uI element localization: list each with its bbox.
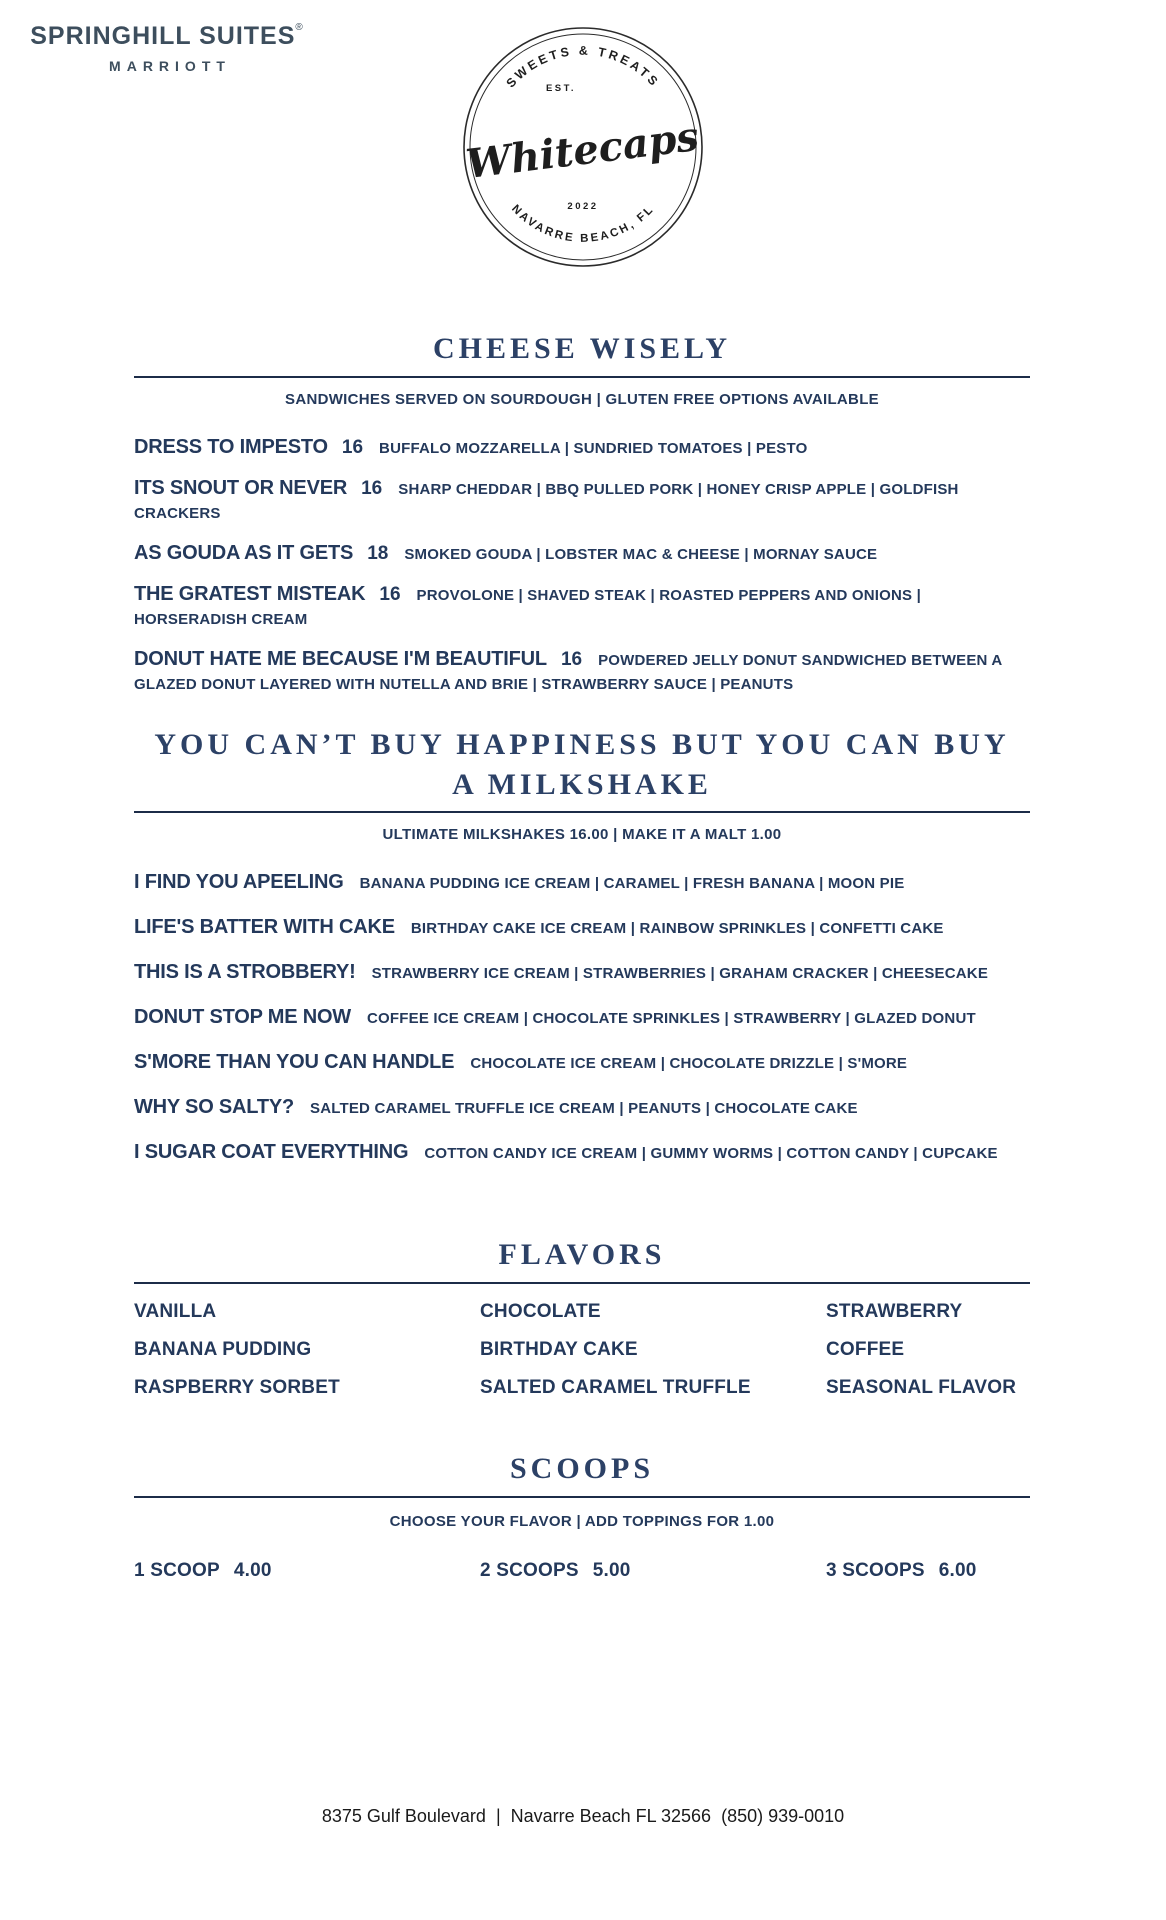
hotel-name-text: SPRINGHILL SUITES [30, 22, 296, 50]
menu-item [134, 1050, 1030, 1076]
badge-est-text: EST. [545, 83, 577, 94]
menu-item [134, 870, 1030, 896]
section-cheese-wisely [134, 330, 1030, 697]
footer-address: 8375 Gulf Boulevard | Navarre Beach FL 32566 (850) 939-0010 [321, 1806, 845, 1826]
menu-item-desc: COFFEE ICE CREAM | CHOCOLATE SPRINKLES | STRAWBERRY | GLAZED DONUT [366, 1010, 976, 1027]
scoop-option-price: 4.00 [233, 1560, 272, 1581]
menu-item-name: LIFE'S BATTER WITH CAKE [134, 916, 395, 938]
whitecaps-badge-logo [461, 25, 705, 269]
hotel-logo [26, 22, 308, 74]
hotel-name [26, 22, 308, 51]
menu-item-name: DONUT HATE ME BECAUSE I'M BEAUTIFUL [134, 648, 547, 670]
section-title-flavors: FLAVORS [498, 1238, 666, 1271]
menu-item-price: 16 [379, 584, 401, 605]
menu-item [134, 476, 1030, 526]
badge-sweets-treats-text: SWEETS & TREATS [503, 43, 663, 91]
menu-item-desc: BIRTHDAY CAKE ICE CREAM | RAINBOW SPRINKLES | CONFETTI CAKE [410, 920, 944, 937]
menu-item-price: 16 [341, 437, 364, 458]
section-title-scoops: SCOOPS [509, 1452, 655, 1485]
scoop-option [134, 1559, 480, 1583]
scoop-option-label: 2 SCOOPS [480, 1560, 579, 1581]
section-milkshakes [134, 725, 1030, 1166]
menu-item [134, 582, 1030, 632]
menu-item [134, 960, 1030, 986]
flavor-option-label: BANANA PUDDING [134, 1339, 312, 1360]
menu-item [134, 541, 1030, 567]
menu-item-desc: SHARP CHEDDAR | BBQ PULLED PORK | HONEY CRISP APPLE | GOLDFISH CRACKERS [134, 481, 959, 522]
menu-item-desc: SMOKED GOUDA | LOBSTER MAC & CHEESE | MORNAY SAUCE [404, 546, 878, 563]
menu-item-price: 16 [361, 478, 383, 499]
flavor-option-label: COFFEE [826, 1339, 905, 1360]
badge-svg [461, 25, 705, 269]
menu-item [134, 435, 1030, 461]
scoop-option [826, 1559, 1030, 1583]
menu-item-desc: BUFFALO MOZZARELLA | SUNDRIED TOMATOES | PESTO [379, 440, 808, 457]
menu-item-name: DRESS TO IMPESTO [134, 436, 328, 458]
flavor-option-label: BIRTHDAY CAKE [480, 1339, 638, 1360]
menu-item-name: ITS SNOUT OR NEVER [134, 477, 348, 499]
section-title-cheese-wisely: CHEESE WISELY [433, 332, 731, 365]
flavor-option-label: SALTED CARAMEL TRUFFLE [480, 1377, 751, 1398]
registered-mark: ® [295, 22, 304, 33]
section-title-milkshakes: YOU CAN’T BUY HAPPINESS BUT YOU CAN BUY A MILKSHAKE [154, 728, 1010, 801]
section-subtitle-scoops: CHOOSE YOUR FLAVOR | ADD TOPPINGS FOR 1.00 [389, 1513, 775, 1530]
scoops-grid [134, 1559, 1030, 1583]
sandwich-items-list [134, 435, 1030, 697]
flavor-option [826, 1376, 1030, 1400]
flavor-option-label: CHOCOLATE [480, 1301, 601, 1322]
scoop-option-price: 6.00 [938, 1560, 977, 1581]
flavor-option-label: STRAWBERRY [826, 1301, 963, 1322]
menu-item-price: 18 [367, 543, 389, 564]
flavor-option-label: SEASONAL FLAVOR [826, 1377, 1017, 1398]
badge-location-text: NAVARRE BEACH, FL [509, 202, 657, 245]
section-divider [134, 1496, 1030, 1498]
menu-item-desc: BANANA PUDDING ICE CREAM | CARAMEL | FRESH BANANA | MOON PIE [359, 875, 905, 892]
flavor-option [826, 1300, 1030, 1324]
menu-item-name: THIS IS A STROBBERY! [134, 961, 356, 983]
scoop-option-price: 5.00 [592, 1560, 631, 1581]
flavor-option [134, 1376, 480, 1400]
flavor-option-label: VANILLA [134, 1301, 217, 1322]
menu-item-desc: POWDERED JELLY DONUT SANDWICHED BETWEEN A GLAZED DONUT LAYERED WITH NUTELLA AND BRIE | STRAWBERRY SAUCE | PEANUTS [134, 652, 1002, 693]
section-subtitle-milkshakes: ULTIMATE MILKSHAKES 16.00 | MAKE IT A MALT 1.00 [382, 826, 782, 843]
menu-item-desc: CHOCOLATE ICE CREAM | CHOCOLATE DRIZZLE | S'MORE [470, 1055, 908, 1072]
scoop-option-label: 1 SCOOP [134, 1560, 220, 1581]
menu-item [134, 1005, 1030, 1031]
badge-script-name: Whitecaps [463, 112, 702, 189]
menu-item-name: THE GRATEST MISTEAK [134, 583, 366, 605]
milkshake-items-list [134, 870, 1030, 1166]
section-subtitle-sandwiches: SANDWICHES SERVED ON SOURDOUGH | GLUTEN FREE OPTIONS AVAILABLE [285, 391, 879, 408]
flavor-option [480, 1338, 826, 1362]
menu-item-name: I FIND YOU APEELING [134, 871, 344, 893]
hotel-brand-name: MARRIOTT [109, 58, 231, 74]
section-scoops [134, 1450, 1030, 1583]
section-divider [134, 1282, 1030, 1284]
menu-item-name: DONUT STOP ME NOW [134, 1006, 351, 1028]
menu-item-name: I SUGAR COAT EVERYTHING [134, 1141, 409, 1163]
flavor-option [480, 1376, 826, 1400]
menu-item-name: WHY SO SALTY? [134, 1096, 294, 1118]
section-flavors [134, 1236, 1030, 1400]
menu-item-desc: STRAWBERRY ICE CREAM | STRAWBERRIES | GRAHAM CRACKER | CHEESECAKE [371, 965, 989, 982]
menu-item-name: S'MORE THAN YOU CAN HANDLE [134, 1051, 455, 1073]
menu-item [134, 1140, 1030, 1166]
menu-item [134, 647, 1030, 697]
scoop-option [480, 1559, 826, 1583]
menu-item-desc: COTTON CANDY ICE CREAM | GUMMY WORMS | COTTON CANDY | CUPCAKE [424, 1145, 998, 1162]
flavor-option [134, 1338, 480, 1362]
menu-item [134, 1095, 1030, 1121]
badge-year-text: 2022 [567, 201, 599, 212]
flavor-option-label: RASPBERRY SORBET [134, 1377, 340, 1398]
flavor-option [826, 1338, 1030, 1362]
menu-item-price: 16 [560, 649, 583, 670]
menu-item-desc: PROVOLONE | SHAVED STEAK | ROASTED PEPPERS AND ONIONS | HORSERADISH CREAM [134, 587, 922, 628]
menu-item-desc: SALTED CARAMEL TRUFFLE ICE CREAM | PEANUTS | CHOCOLATE CAKE [310, 1100, 858, 1117]
flavor-option [480, 1300, 826, 1324]
scoop-option-label: 3 SCOOPS [826, 1560, 925, 1581]
menu-item [134, 915, 1030, 941]
menu-content [134, 330, 1030, 1583]
section-divider [134, 811, 1030, 813]
flavor-option [134, 1300, 480, 1324]
flavors-grid [134, 1300, 1030, 1400]
section-divider [134, 376, 1030, 378]
menu-item-name: AS GOUDA AS IT GETS [134, 542, 354, 564]
